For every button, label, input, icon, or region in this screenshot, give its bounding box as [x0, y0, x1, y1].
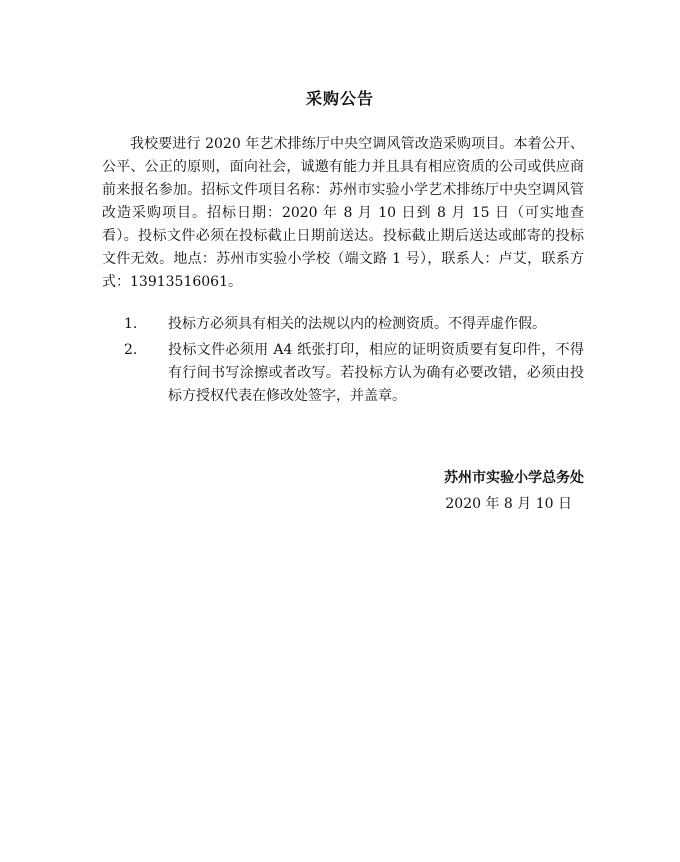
signature-block: [444, 465, 584, 517]
list-item-text: 投标方必须具有相关的法规以内的检测资质。不得弄虚作假。: [168, 316, 546, 332]
signature-organization: 苏州市实验小学总务处: [444, 470, 584, 486]
list-item-number: 2.: [124, 342, 138, 358]
announcement-body: 我校要进行 2020 年艺术排练厅中央空调风管改造采购项目。本着公开、公平、公正的原则，面向社会，诚邀有能力并且具有相应资质的公司或供应商前来报名参加。招标文件项目名称：苏州市实验小学艺术排练厅中央空调风管改造采购项目。招标日期：2020 年 8 月 10 日到 8 月 15 日（可实地查看）。投标文件必须在投标截止日期前送达。投标截止期后送达或邮寄的投标文件无效。地点：苏州市实验小学校（端文路 1 号），联系人：卢艾，联系方式：13913516061。: [102, 136, 584, 290]
document-title: 采购公告: [305, 89, 374, 108]
list-item-text: 投标文件必须用 A4 纸张打印，相应的证明资质要有复印件，不得有行间书写涂擦或者改写。若投标方认为确有必要改错，必须由投标方授权代表在修改处签字，并盖章。: [168, 342, 584, 404]
list-item: [102, 313, 584, 336]
list-item-number: 1.: [124, 316, 138, 332]
list-item: [102, 339, 584, 408]
signature-date: 2020 年 8 月 10 日: [445, 496, 572, 512]
requirements-list: [102, 313, 584, 411]
